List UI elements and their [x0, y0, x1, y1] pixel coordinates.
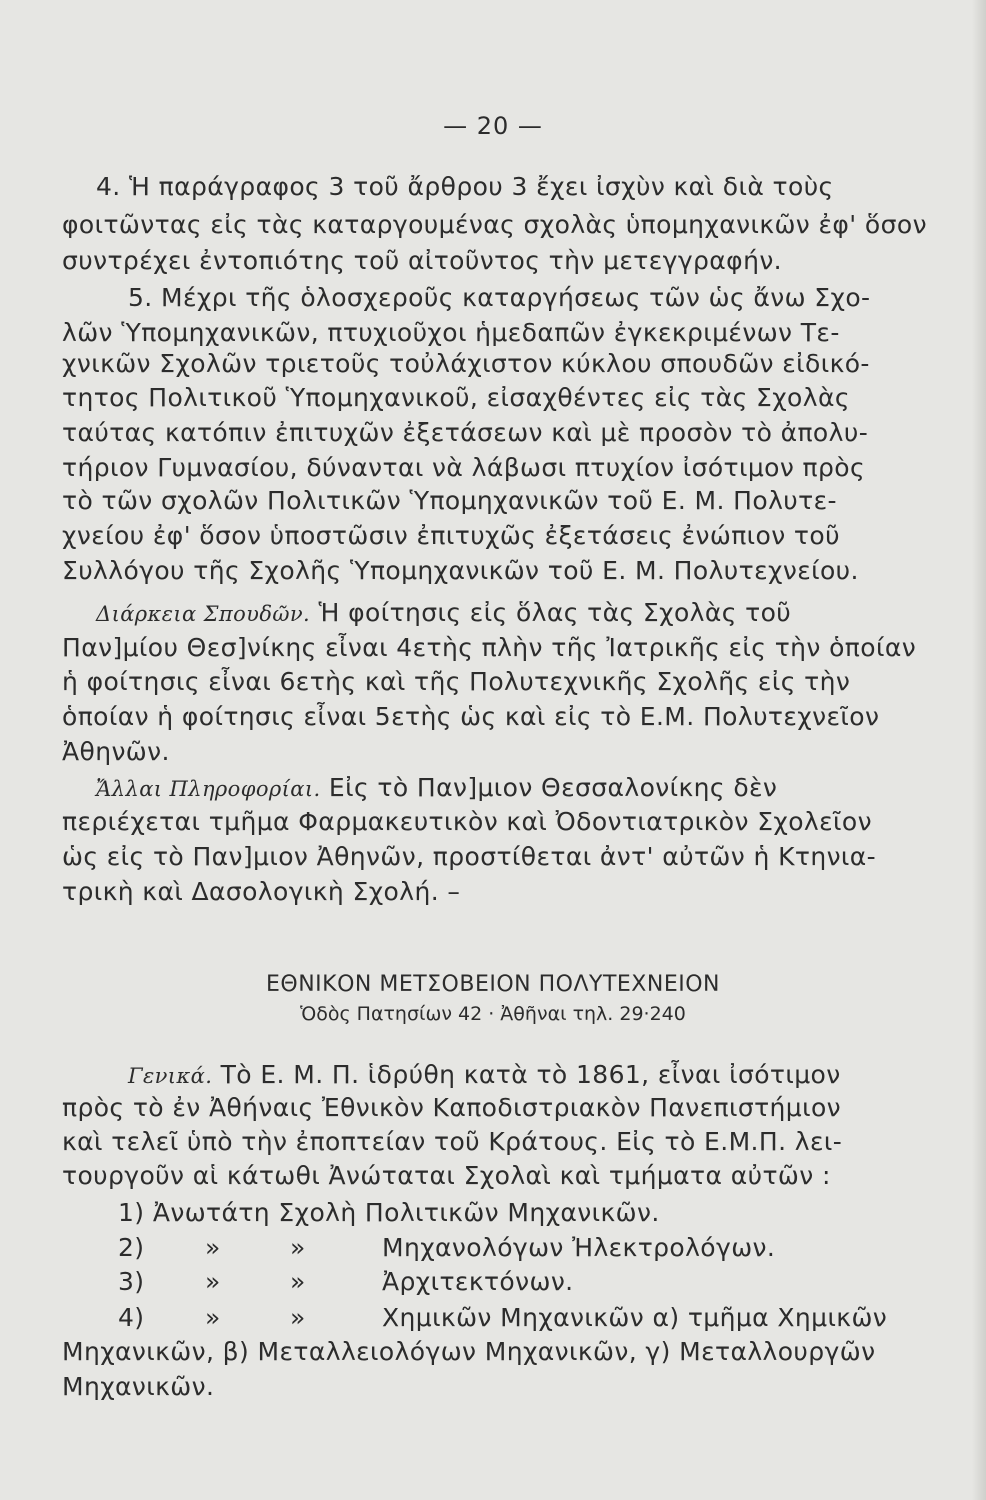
duration-first-line: Ἡ φοίτησις εἰς ὅλας τὰς Σχολὰς τοῦ: [318, 598, 792, 627]
list-item-number: 4): [118, 1303, 145, 1332]
other-info-heading: Ἄλλαι Πληροφορίαι.: [96, 777, 321, 801]
list-item: [118, 1198, 660, 1228]
text-line: λῶν Ὑπομηχανικῶν, πτυχιοῦχοι ἡμεδαπῶν ἐγκεκριμένων Τε-: [62, 318, 840, 347]
list-item-number: 2): [118, 1233, 145, 1262]
text-line: χνικῶν Σχολῶν τριετοῦς τοὐλάχιστον κύκλου σπουδῶν εἰδικό-: [62, 349, 870, 378]
duration-paragraph-start: [96, 598, 791, 629]
text-line: πρὸς τὸ ἐν Ἀθήναις Ἐθνικὸν Καποδιστριακὸν Πανεπιστήμιον: [62, 1093, 842, 1122]
text-line: ὁποίαν ἡ φοίτησις εἶναι 5ετὴς ὡς καὶ εἰς τὸ Ε.Μ. Πολυτεχνεῖον: [62, 702, 880, 731]
text-line: 4. Ἡ παράγραφος 3 τοῦ ἄρθρου 3 ἔχει ἰσχὺν καὶ διὰ τοὺς: [96, 172, 834, 201]
text-line: συντρέχει ἐντοπιότης τοῦ αἰτοῦντος τὴν μετεγγραφήν.: [62, 246, 783, 275]
general-paragraph-start: [128, 1060, 841, 1091]
text-line: τητος Πολιτικοῦ Ὑπομηχανικοῦ, εἰσαχθέντες εἰς τὰς Σχολὰς: [62, 383, 850, 412]
text-line: Συλλόγου τῆς Σχολῆς Ὑπομηχανικῶν τοῦ Ε. Μ. Πολυτεχνείου.: [62, 556, 859, 585]
text-line: τουργοῦν αἱ κάτωθι Ἀνώταται Σχολαὶ καὶ τμήματα αὐτῶν :: [62, 1161, 831, 1190]
text-line: ὡς εἰς τὸ Παν]μιον Ἀθηνῶν, προστίθεται ἀντ' αὐτῶν ἡ Κτηνια-: [62, 842, 877, 871]
ditto-mark: »: [205, 1267, 221, 1296]
other-info-first-line: Εἰς τὸ Παν]μιον Θεσσαλονίκης δὲν: [328, 773, 778, 802]
general-heading: Γενικά.: [128, 1064, 213, 1088]
text-line: ταύτας κατόπιν ἐπιτυχῶν ἐξετάσεων καὶ μὲ προσὸν τὸ ἀπολυ-: [62, 418, 869, 447]
list-item-text: Χημικῶν Μηχανικῶν α) τμῆμα Χημικῶν: [382, 1303, 888, 1332]
ditto-mark: »: [205, 1233, 221, 1262]
text-line: Ἀθηνῶν.: [62, 737, 170, 766]
institution-name: ΕΘΝΙΚΟΝ ΜΕΤΣΟΒΕΙΟΝ ΠΟΛΥΤΕΧΝΕΙΟΝ: [265, 972, 721, 997]
text-line: τρικὴ καὶ Δασολογικὴ Σχολή. –: [62, 877, 461, 906]
general-first-line: Τὸ Ε. Μ. Π. ἱδρύθη κατὰ τὸ 1861, εἶναι ἰσότιμον: [220, 1060, 841, 1089]
duration-heading: Διάρκεια Σπουδῶν.: [96, 602, 311, 626]
text-line: Παν]μίου Θεσ]νίκης εἶναι 4ετὴς πλὴν τῆς Ἰατρικῆς εἰς τὴν ὁποίαν: [62, 633, 917, 662]
ditto-mark: »: [290, 1267, 306, 1296]
ditto-mark: »: [290, 1303, 306, 1332]
page-edge-shadow: [972, 0, 986, 1500]
list-item-number: 3): [118, 1267, 145, 1296]
text-line: τὸ τῶν σχολῶν Πολιτικῶν Ὑπομηχανικῶν τοῦ Ε. Μ. Πολυτε-: [62, 486, 837, 515]
institution-address: Ὁδὸς Πατησίων 42 · Ἀθῆναι τηλ. 29·240: [300, 1003, 686, 1025]
text-line: καὶ τελεῖ ὑπὸ τὴν ἐποπτείαν τοῦ Κράτους. Εἰς τὸ Ε.Μ.Π. λει-: [62, 1127, 843, 1156]
ditto-mark: »: [205, 1303, 221, 1332]
list-item-number: 1): [118, 1198, 145, 1227]
text-line: 5. Μέχρι τῆς ὁλοσχεροῦς καταργήσεως τῶν ὡς ἄνω Σχο-: [128, 283, 871, 312]
page-number: — 20 —: [443, 112, 543, 140]
text-line: χνείου ἐφ' ὅσον ὑποστῶσιν ἐπιτυχῶς ἐξετάσεις ἐνώπιον τοῦ: [62, 521, 840, 550]
list-item-text: Ἀρχιτεκτόνων.: [382, 1267, 574, 1296]
text-line: περιέχεται τμῆμα Φαρμακευτικὸν καὶ Ὀδοντιατρικὸν Σχολεῖον: [62, 807, 872, 836]
ditto-mark: »: [290, 1233, 306, 1262]
text-line: Μηχανικῶν, β) Μεταλλειολόγων Μηχανικῶν, γ) Μεταλλουργῶν: [62, 1337, 876, 1366]
list-item-text: Ἀνωτάτη Σχολὴ Πολιτικῶν Μηχανικῶν.: [152, 1198, 660, 1227]
text-line: φοιτῶντας εἰς τὰς καταργουμένας σχολὰς ὑπομηχανικῶν ἐφ' ὅσον: [62, 210, 927, 239]
text-line: ἡ φοίτησις εἶναι 6ετὴς καὶ τῆς Πολυτεχνικῆς Σχολῆς εἰς τὴν: [62, 667, 851, 696]
text-line: Μηχανικῶν.: [62, 1372, 215, 1401]
other-info-paragraph-start: [96, 773, 777, 804]
text-line: τήριον Γυμνασίου, δύνανται νὰ λάβωσι πτυχίον ἰσότιμον πρὸς: [62, 453, 866, 482]
list-item-text: Μηχανολόγων Ἠλεκτρολόγων.: [382, 1233, 776, 1262]
